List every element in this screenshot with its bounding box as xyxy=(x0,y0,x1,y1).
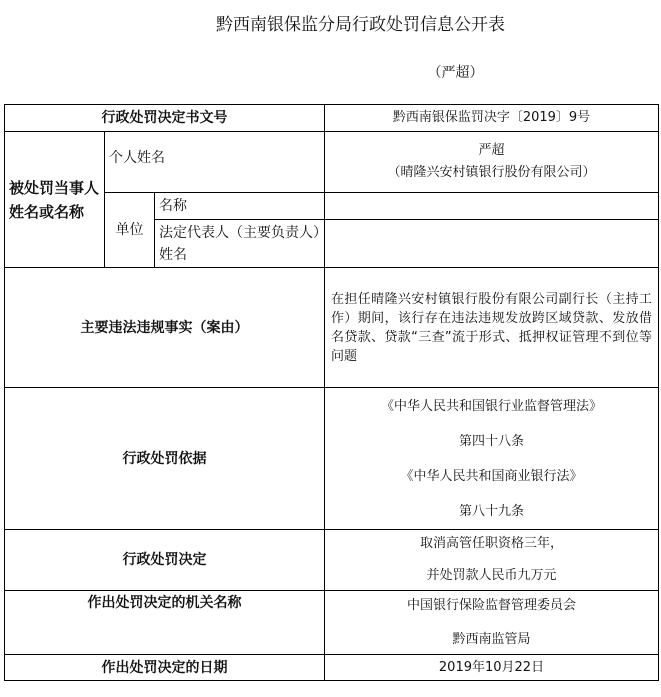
individual-name-label: 个人姓名 xyxy=(105,132,325,193)
legal-rep-label: 法定代表人（主要负责人）姓名 xyxy=(155,220,325,268)
table-row xyxy=(5,388,659,530)
table-row xyxy=(5,132,659,193)
penalty-info-table xyxy=(4,104,659,681)
page-title: 黔西南银保监分局行政处罚信息公开表 xyxy=(216,15,505,35)
basis-law-1: 《中华人民共和国银行业监督管理法》 xyxy=(380,398,602,414)
table-row xyxy=(5,105,659,132)
doc-no-value: 黔西南银保监罚决字〔2019〕9号 xyxy=(325,105,659,132)
authority-line-2: 黔西南监管局 xyxy=(452,631,531,647)
individual-name-value xyxy=(325,132,659,193)
unit-label: 单位 xyxy=(105,193,155,268)
unit-name-label: 名称 xyxy=(155,193,325,220)
facts-label: 主要违法违规事实（案由） xyxy=(5,268,325,388)
table-row xyxy=(5,530,659,591)
decision-line-1: 取消高管任职资格三年， xyxy=(419,536,563,551)
date-value: 2019年10月22日 xyxy=(325,655,659,681)
legal-rep-value xyxy=(325,220,659,268)
authority-label: 作出处罚决定的机关名称 xyxy=(5,591,325,655)
table-row xyxy=(5,268,659,388)
basis-article-2: 第八十九条 xyxy=(458,503,524,519)
basis-value xyxy=(325,388,659,530)
doc-no-label: 行政处罚决定书文号 xyxy=(5,105,325,132)
date-label: 作出处罚决定的日期 xyxy=(5,655,325,681)
facts-value: 在担任晴隆兴安村镇银行股份有限公司副行长（主持工作）期间，该行存在违法违规发放跨区域贷款、发放借名贷款、贷款“三查”流于形式、抵押权证管理不到位等问题 xyxy=(325,268,659,388)
party-label: 被处罚当事人姓名或名称 xyxy=(5,132,105,268)
unit-name-value xyxy=(325,193,659,220)
page-subtitle: （严超） xyxy=(427,65,484,81)
table-row xyxy=(5,655,659,681)
authority-line-1: 中国银行保险监督管理委员会 xyxy=(406,597,576,613)
decision-label: 行政处罚决定 xyxy=(5,530,325,591)
authority-value xyxy=(325,591,659,655)
decision-line-2: 并处罚款人民币九万元 xyxy=(426,568,557,583)
individual-affiliation: （晴隆兴安村镇银行股份有限公司） xyxy=(387,165,596,180)
decision-value xyxy=(325,530,659,591)
table-row xyxy=(5,591,659,655)
basis-article-1: 第四十八条 xyxy=(458,433,524,449)
basis-law-2: 《中华人民共和国商业银行法》 xyxy=(400,468,583,484)
individual-name: 严超 xyxy=(478,143,505,158)
basis-label: 行政处罚依据 xyxy=(5,388,325,530)
